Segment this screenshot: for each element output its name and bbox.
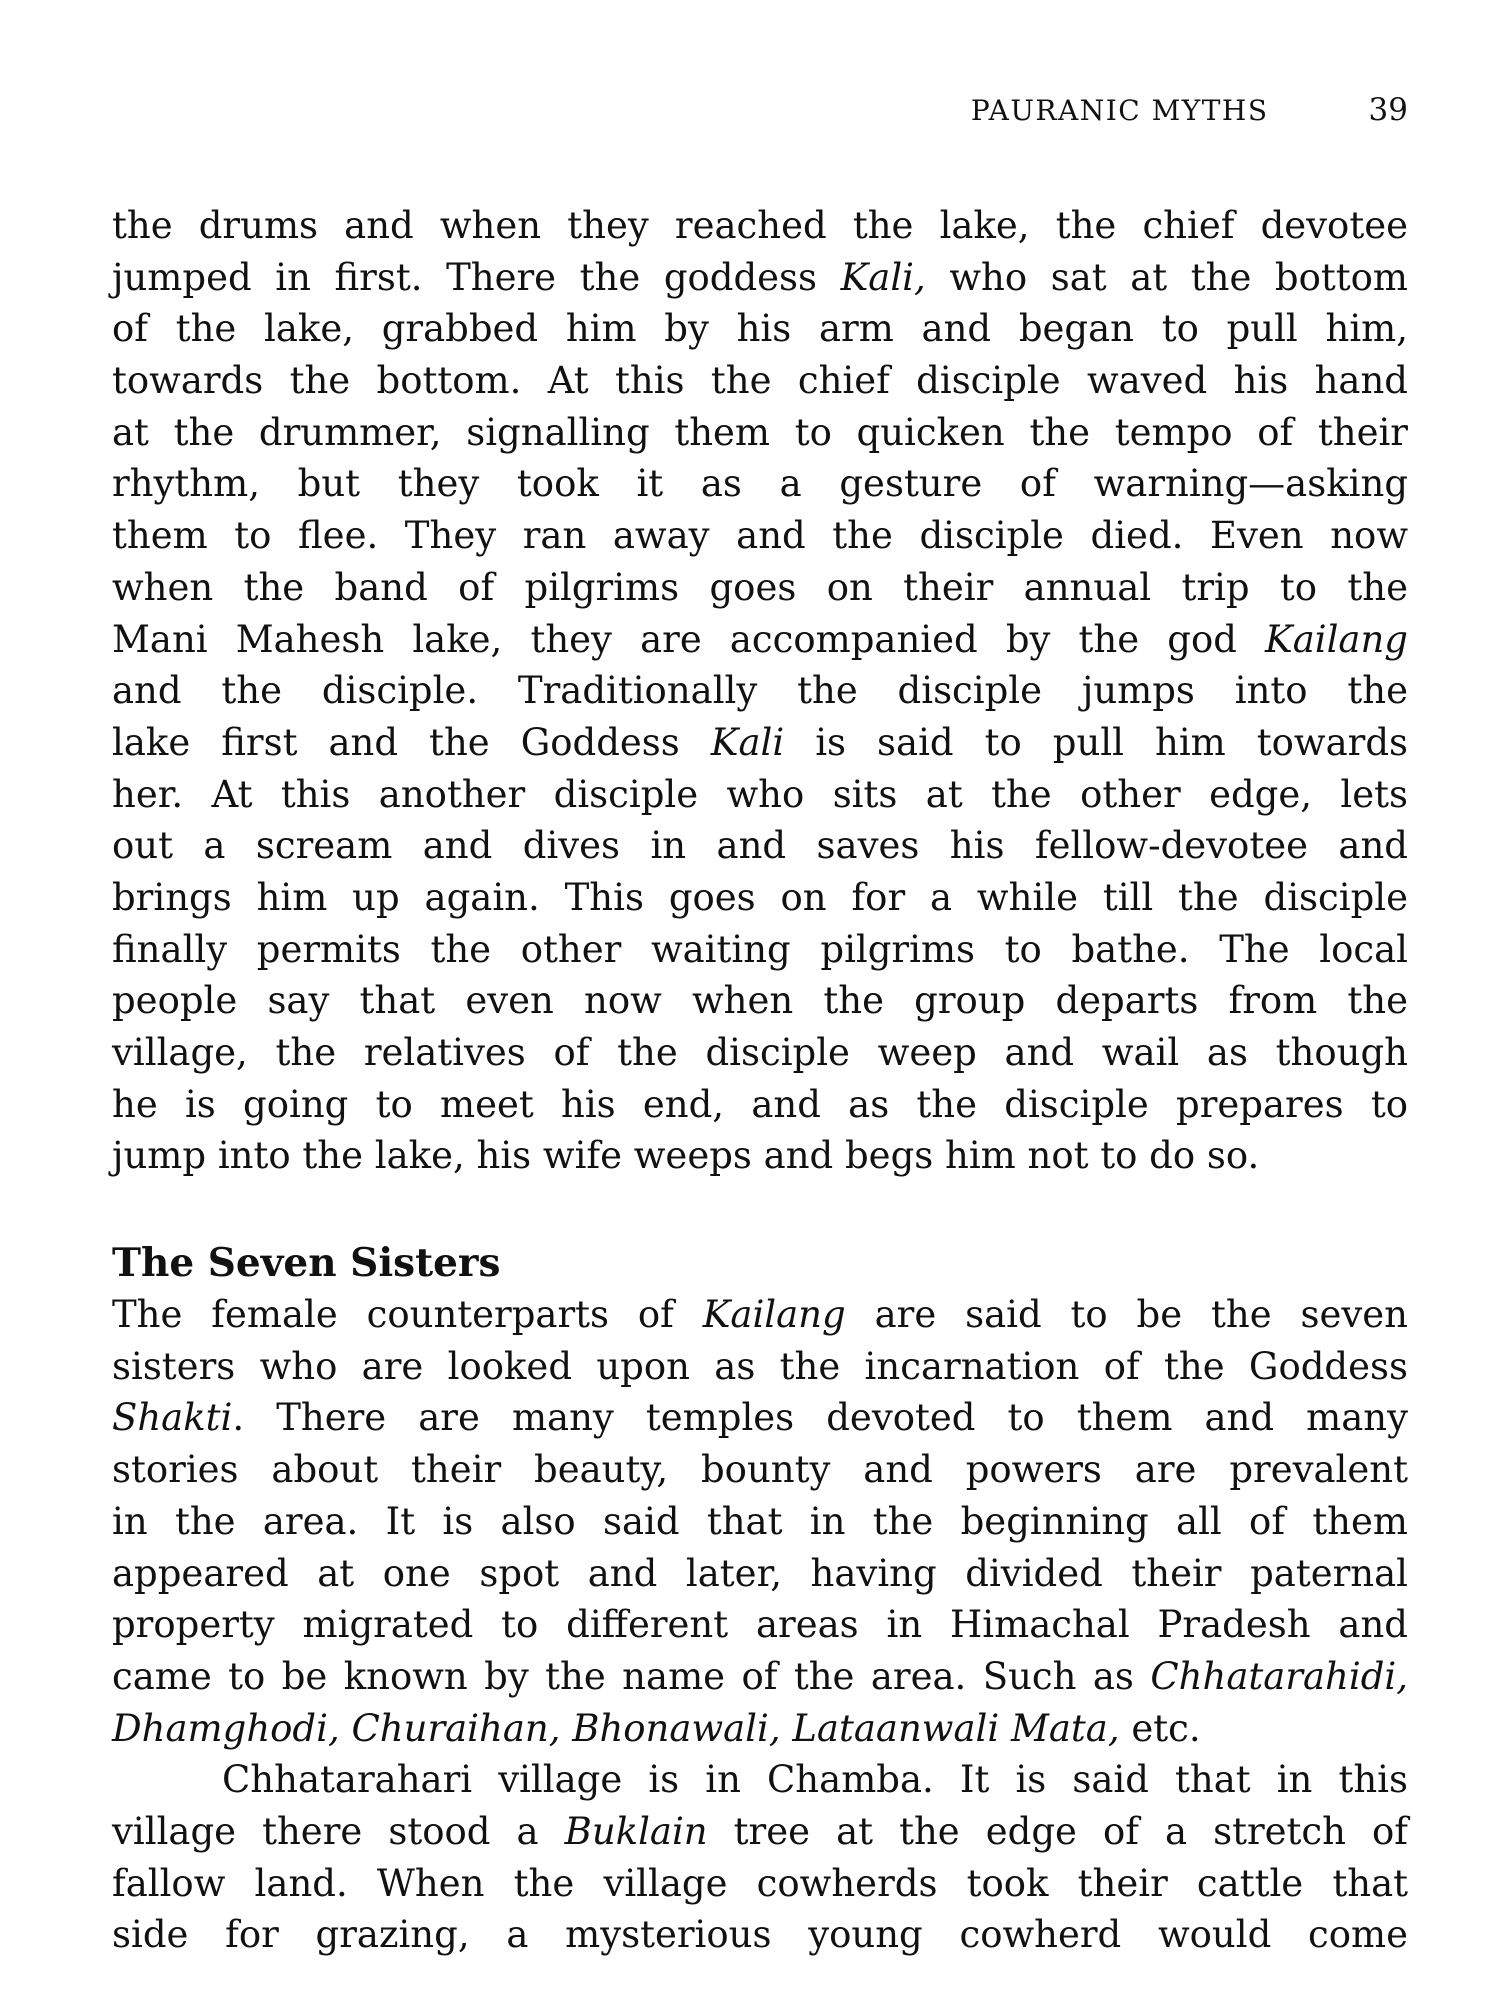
- text-line: Mani Mahesh lake, they are accompanied by the god Kailang: [112, 617, 1408, 661]
- text-line: rhythm, but they took it as a gesture of warning—asking: [112, 462, 1408, 506]
- text-line: the drums and when they reached the lake, the chief devotee: [112, 204, 1408, 247]
- text-line: jump into the lake, his wife weeps and begs him not to do so.: [112, 1134, 1260, 1178]
- text-line: towards the bottom. At this the chief disciple waved his hand: [112, 359, 1408, 403]
- paragraph-chhatarahari: [112, 1754, 1408, 1961]
- italic-term: Shakti: [112, 1396, 233, 1440]
- text-line: people say that even now when the group departs from the: [112, 979, 1408, 1023]
- running-title: PAURANIC MYTHS: [970, 94, 1269, 127]
- section-heading: The Seven Sisters: [112, 1240, 501, 1287]
- text-line: of the lake, grabbed him by his arm and began to pull him,: [112, 307, 1408, 351]
- book-page: [112, 0, 1408, 2000]
- paragraph-kali-lake: [112, 200, 1408, 1182]
- text-line: sisters who are looked upon as the incarnation of the Goddess: [112, 1344, 1408, 1388]
- text-line: and the disciple. Traditionally the disciple jumps into the: [112, 669, 1408, 713]
- text-line: when the band of pilgrims goes on their annual trip to the: [112, 565, 1408, 609]
- text-line: village there stood a Buklain tree at the edge of a stretch of: [112, 1809, 1409, 1853]
- text-line: fallow land. When the village cowherds took their cattle that: [112, 1861, 1408, 1905]
- text-line: The female counterparts of Kailang are said to be the seven: [112, 1293, 1408, 1337]
- italic-term: Kali,: [840, 255, 926, 299]
- text-line: Chhatarahari village is in Chamba. It is said that in this: [222, 1758, 1408, 1802]
- text-line: side for grazing, a mysterious young cowherd would come: [112, 1913, 1408, 1957]
- text-line: at the drummer, signalling them to quicken the tempo of their: [112, 410, 1408, 454]
- italic-term: Dhamghodi, Churaihan, Bhonawali, Lataanwali Mata,: [112, 1706, 1120, 1750]
- text-line: came to be known by the name of the area. Such as Chhatarahidi,: [112, 1654, 1408, 1698]
- italic-term: Kali: [710, 720, 785, 764]
- text-line: them to flee. They ran away and the disciple died. Even now: [112, 514, 1408, 558]
- text-line: brings him up again. This goes on for a while till the disciple: [112, 875, 1408, 919]
- italic-term: Kailang: [702, 1293, 846, 1337]
- text-line: property migrated to different areas in Himachal Pradesh and: [112, 1603, 1408, 1647]
- section-gap: [112, 1182, 1408, 1237]
- page-number: 39: [1368, 92, 1408, 128]
- italic-term: Kailang: [1265, 617, 1408, 661]
- text-line: appeared at one spot and later, having divided their paternal: [112, 1551, 1408, 1595]
- text-line: lake first and the Goddess Kali is said to pull him towards: [112, 720, 1409, 764]
- text-line: in the area. It is also said that in the beginning all of them: [112, 1499, 1408, 1543]
- text-line: jumped in first. There the goddess Kali, who sat at the bottom: [112, 255, 1408, 299]
- text-line: out a scream and dives in and saves his fellow-devotee and: [112, 824, 1408, 868]
- italic-term: Buklain: [564, 1809, 708, 1853]
- paragraph-seven-sisters: [112, 1289, 1408, 1754]
- text-line: stories about their beauty, bounty and powers are prevalent: [112, 1448, 1408, 1492]
- text-line: he is going to meet his end, and as the disciple prepares to: [112, 1082, 1408, 1126]
- running-header: [971, 92, 1408, 132]
- text-line: village, the relatives of the disciple weep and wail as though: [112, 1031, 1408, 1074]
- italic-term: Chhatarahidi,: [1150, 1654, 1408, 1698]
- body-text: [112, 200, 1408, 1961]
- text-line: Dhamghodi, Churaihan, Bhonawali, Lataanwali Mata, etc.: [112, 1706, 1201, 1750]
- text-line: finally permits the other waiting pilgrims to bathe. The local: [112, 927, 1408, 971]
- text-line: Shakti. There are many temples devoted to them and many: [112, 1396, 1408, 1440]
- text-line: her. At this another disciple who sits at the other edge, lets: [112, 772, 1408, 816]
